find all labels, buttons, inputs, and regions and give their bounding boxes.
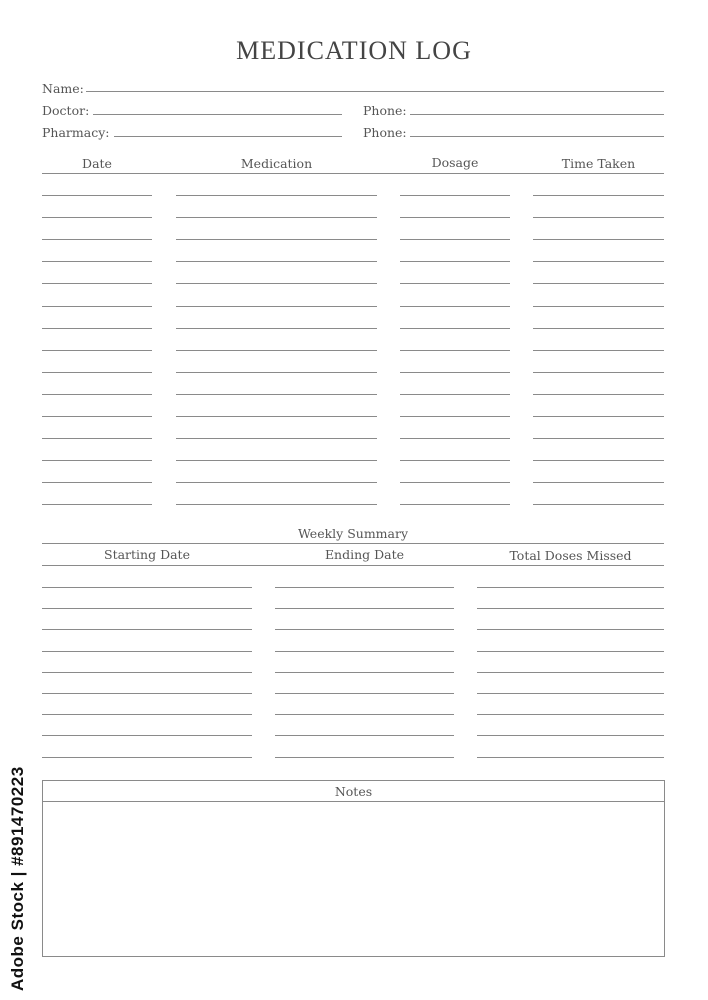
summary-row-ending-date-line[interactable] <box>275 735 454 736</box>
log-row-time-taken-line[interactable] <box>533 217 664 218</box>
log-row-medication-line[interactable] <box>176 350 377 351</box>
summary-header-rule <box>42 565 664 566</box>
summary-row-ending-date-line[interactable] <box>275 714 454 715</box>
summary-row-starting-date-line[interactable] <box>42 735 252 736</box>
summary-row-total-doses-missed-line[interactable] <box>477 693 664 694</box>
log-row-date-line[interactable] <box>42 372 152 373</box>
pharmacy-phone-label: Phone: <box>363 125 407 140</box>
column-header-total-doses-missed: Total Doses Missed <box>509 548 632 563</box>
log-row-medication-line[interactable] <box>176 504 377 505</box>
summary-row-total-doses-missed-line[interactable] <box>477 757 664 758</box>
log-row-time-taken-line[interactable] <box>533 239 664 240</box>
summary-row-starting-date-line[interactable] <box>42 672 252 673</box>
log-row-dosage-line[interactable] <box>400 283 510 284</box>
log-row-time-taken-line[interactable] <box>533 460 664 461</box>
column-header-date: Date <box>82 156 112 171</box>
summary-row-total-doses-missed-line[interactable] <box>477 587 664 588</box>
log-row-time-taken-line[interactable] <box>533 416 664 417</box>
summary-row-starting-date-line[interactable] <box>42 651 252 652</box>
summary-row-starting-date-line[interactable] <box>42 629 252 630</box>
summary-row-ending-date-line[interactable] <box>275 587 454 588</box>
log-row-date-line[interactable] <box>42 283 152 284</box>
log-row-dosage-line[interactable] <box>400 328 510 329</box>
summary-row-starting-date-line[interactable] <box>42 693 252 694</box>
summary-row-ending-date-line[interactable] <box>275 693 454 694</box>
log-row-time-taken-line[interactable] <box>533 261 664 262</box>
column-header-ending-date: Ending Date <box>324 547 405 562</box>
name-label: Name: <box>42 81 84 96</box>
log-row-date-line[interactable] <box>42 394 152 395</box>
log-row-date-line[interactable] <box>42 350 152 351</box>
column-header-medication: Medication <box>240 156 313 171</box>
log-row-dosage-line[interactable] <box>400 460 510 461</box>
log-row-time-taken-line[interactable] <box>533 482 664 483</box>
log-row-dosage-line[interactable] <box>400 416 510 417</box>
log-row-date-line[interactable] <box>42 328 152 329</box>
summary-row-starting-date-line[interactable] <box>42 587 252 588</box>
column-header-starting-date: Starting Date <box>104 547 190 562</box>
log-row-dosage-line[interactable] <box>400 438 510 439</box>
name-field[interactable] <box>86 91 664 92</box>
page-title: MEDICATION LOG <box>236 36 472 65</box>
log-row-medication-line[interactable] <box>176 283 377 284</box>
log-row-medication-line[interactable] <box>176 482 377 483</box>
summary-row-ending-date-line[interactable] <box>275 629 454 630</box>
doctor-phone-label: Phone: <box>363 103 407 118</box>
notes-box[interactable] <box>42 780 665 957</box>
weekly-summary-title: Weekly Summary <box>297 526 409 541</box>
summary-row-starting-date-line[interactable] <box>42 714 252 715</box>
log-header-rule <box>42 173 664 174</box>
log-row-date-line[interactable] <box>42 504 152 505</box>
summary-row-total-doses-missed-line[interactable] <box>477 629 664 630</box>
log-row-dosage-line[interactable] <box>400 239 510 240</box>
log-row-medication-line[interactable] <box>176 438 377 439</box>
log-row-time-taken-line[interactable] <box>533 350 664 351</box>
log-row-dosage-line[interactable] <box>400 504 510 505</box>
log-row-dosage-line[interactable] <box>400 394 510 395</box>
log-row-medication-line[interactable] <box>176 328 377 329</box>
summary-row-starting-date-line[interactable] <box>42 608 252 609</box>
summary-row-total-doses-missed-line[interactable] <box>477 608 664 609</box>
log-row-date-line[interactable] <box>42 261 152 262</box>
log-row-date-line[interactable] <box>42 239 152 240</box>
log-row-date-line[interactable] <box>42 217 152 218</box>
summary-title-rule <box>42 543 664 544</box>
stock-watermark: Adobe Stock | #891470223 <box>8 766 27 992</box>
log-row-medication-line[interactable] <box>176 261 377 262</box>
summary-row-ending-date-line[interactable] <box>275 757 454 758</box>
log-row-time-taken-line[interactable] <box>533 306 664 307</box>
summary-row-ending-date-line[interactable] <box>275 608 454 609</box>
log-row-dosage-line[interactable] <box>400 217 510 218</box>
log-row-date-line[interactable] <box>42 306 152 307</box>
pharmacy-field[interactable] <box>114 136 342 137</box>
log-row-medication-line[interactable] <box>176 460 377 461</box>
column-header-time-taken: Time Taken <box>561 156 636 171</box>
log-row-date-line[interactable] <box>42 460 152 461</box>
summary-row-total-doses-missed-line[interactable] <box>477 735 664 736</box>
log-row-dosage-line[interactable] <box>400 195 510 196</box>
log-row-time-taken-line[interactable] <box>533 394 664 395</box>
log-row-dosage-line[interactable] <box>400 482 510 483</box>
pharmacy-label: Pharmacy: <box>42 125 110 140</box>
log-row-date-line[interactable] <box>42 416 152 417</box>
summary-row-total-doses-missed-line[interactable] <box>477 714 664 715</box>
log-row-dosage-line[interactable] <box>400 350 510 351</box>
log-row-medication-line[interactable] <box>176 217 377 218</box>
log-row-medication-line[interactable] <box>176 394 377 395</box>
log-row-medication-line[interactable] <box>176 372 377 373</box>
log-row-dosage-line[interactable] <box>400 261 510 262</box>
summary-row-starting-date-line[interactable] <box>42 757 252 758</box>
column-header-dosage: Dosage <box>431 155 479 170</box>
log-row-date-line[interactable] <box>42 482 152 483</box>
pharmacy-phone-field[interactable] <box>410 136 664 137</box>
log-row-medication-line[interactable] <box>176 195 377 196</box>
log-row-date-line[interactable] <box>42 195 152 196</box>
log-row-time-taken-line[interactable] <box>533 195 664 196</box>
doctor-label: Doctor: <box>42 103 90 118</box>
notes-title: Notes <box>334 784 373 799</box>
log-row-date-line[interactable] <box>42 438 152 439</box>
log-row-time-taken-line[interactable] <box>533 372 664 373</box>
log-row-time-taken-line[interactable] <box>533 504 664 505</box>
log-row-time-taken-line[interactable] <box>533 283 664 284</box>
summary-row-total-doses-missed-line[interactable] <box>477 651 664 652</box>
log-row-medication-line[interactable] <box>176 416 377 417</box>
log-row-medication-line[interactable] <box>176 306 377 307</box>
summary-row-ending-date-line[interactable] <box>275 651 454 652</box>
doctor-phone-field[interactable] <box>410 114 664 115</box>
doctor-field[interactable] <box>93 114 342 115</box>
log-row-time-taken-line[interactable] <box>533 328 664 329</box>
log-row-dosage-line[interactable] <box>400 306 510 307</box>
summary-row-ending-date-line[interactable] <box>275 672 454 673</box>
notes-title-rule <box>42 801 665 802</box>
summary-row-total-doses-missed-line[interactable] <box>477 672 664 673</box>
log-row-time-taken-line[interactable] <box>533 438 664 439</box>
log-row-dosage-line[interactable] <box>400 372 510 373</box>
log-row-medication-line[interactable] <box>176 239 377 240</box>
